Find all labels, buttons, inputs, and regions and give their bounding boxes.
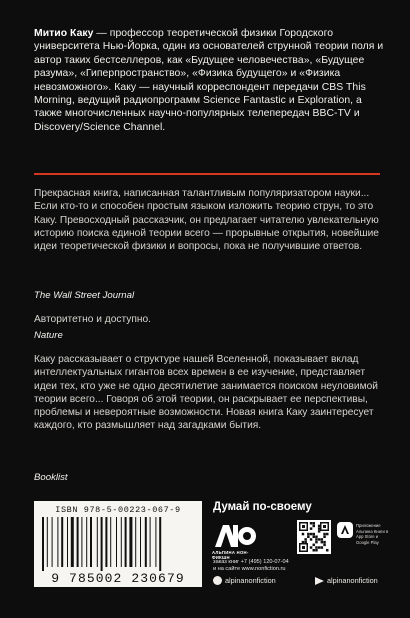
ean-number: 9 785002 230679: [51, 571, 185, 586]
send-icon: [315, 577, 324, 585]
author-bio-text: — профессор теоретической физики Городского университета Нью-Йорка, один из основателей струнной теории поля и автор таких бестселлеров, как «Будущее человечества», «Будущее разума», «Гиперпространство», «Физика будущего» и «Физика невозможного». Каку — научный корреспондент передачи CBS This Morning, ведущий радиопрограмм Science Fantastic и Exploration, а также многочисленных научно-популярных телепередач BBC-TV и Discovery/Science Channel.: [34, 28, 384, 133]
publisher-site: и на сайте www.nonfiction.ru: [213, 566, 286, 573]
social-vk: [315, 576, 378, 585]
review-2-text: Авторитетно и доступно.: [34, 314, 151, 325]
review-3-source: Booklist: [34, 472, 68, 483]
app-icon: [337, 522, 353, 538]
author-bio: [34, 27, 386, 134]
isbn-label: ISBN 978-5-00223-067-9: [55, 505, 181, 515]
review-2-source: Nature: [34, 330, 63, 341]
author-name: Митио Каку: [34, 28, 94, 39]
social-telegram-handle: alpinanonfiction: [225, 576, 276, 585]
barcode-block: [34, 501, 202, 587]
telegram-icon: [213, 576, 222, 585]
social-vk-handle: alpinanonfiction: [327, 576, 378, 585]
barcode-icon: [40, 517, 196, 571]
review-3-text: Каку рассказывает о структуре нашей Вселенной, показывает вклад интеллектуальных гигантов всех времен в ее изучение, представляет идеи тех, кто уже не одно десятилетие занимается поиском неуловимой теории всего... Говоря об этой теории, он раскрывает ее перспективы, проблемы и невероятные возможности. Новая книга Каку заинтересует каждого, кто размышляет над загадками бытия.: [34, 354, 378, 432]
publisher-logo-text: АЛЬПИНА НОН-ФИКШН: [212, 550, 249, 560]
publisher-contacts: [213, 559, 309, 574]
review-1-source: The Wall Street Journal: [34, 290, 135, 301]
social-telegram: [213, 576, 276, 585]
app-store-text: Приложение Альпина Книги в App Store и Google Play: [356, 523, 389, 545]
qr-code-icon: [297, 520, 331, 554]
divider-line: [34, 173, 380, 175]
publisher-tagline: Думай по-своему: [213, 501, 312, 513]
publisher-logo-icon: [213, 522, 257, 548]
review-1-text: Прекрасная книга, написанная талантливым популяризатором науки... Если кто-то и способен простым языком изложить теорию струн, то это Каку. Превосходный рассказчик, он предлагает читателю увлекательную историю поиска единой теории всего — прорывные открытия, новейшие идеи теоретической физики и вопросы, пока не получившие ответов.: [34, 188, 379, 253]
order-phone: заказ книг +7 (495) 120-07-04: [213, 559, 289, 565]
